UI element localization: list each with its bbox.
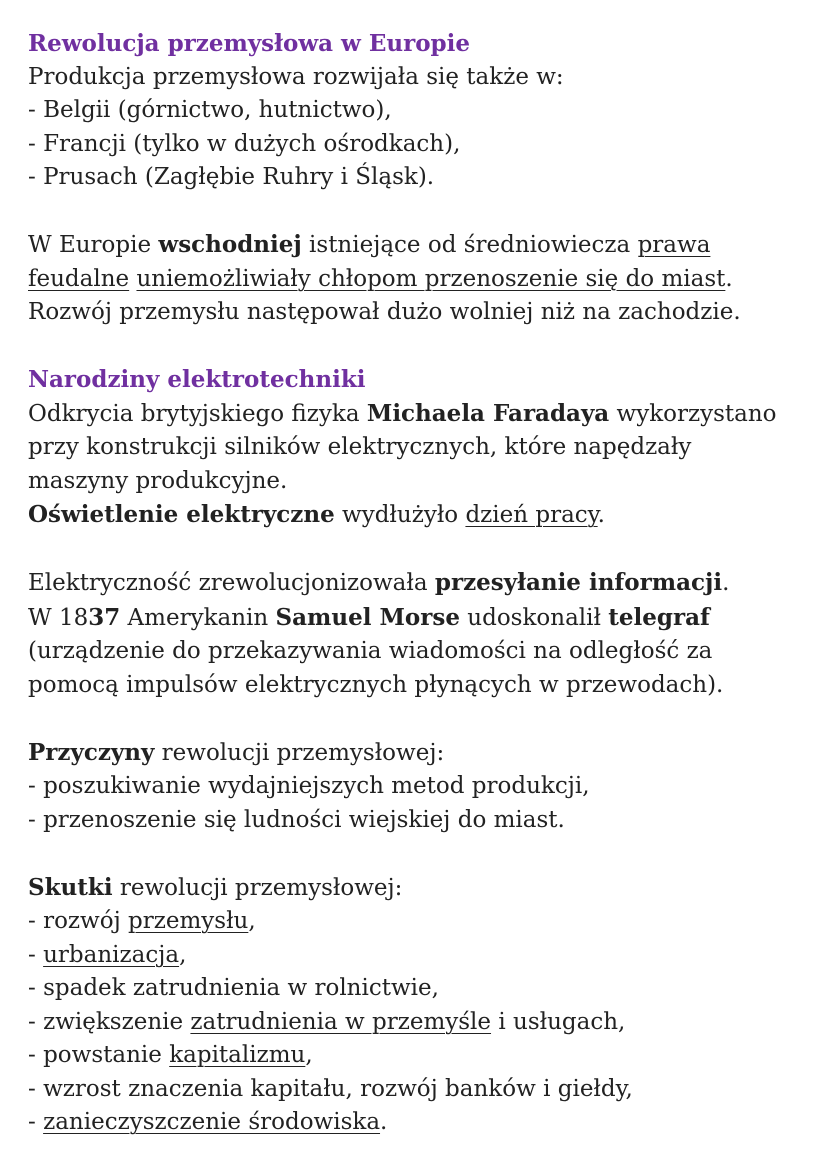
paragraph-line: (urządzenie do przekazywania wiadomości na odległość za [28, 638, 713, 664]
underlined-term: uniemożliwiały chłopom przenoszenie się do miast [136, 265, 726, 292]
list-item: - powstanie kapitalizmu, [28, 1042, 313, 1068]
paragraph-line: W 1837 Amerykanin Samuel Morse udoskonalił telegraf [28, 603, 710, 631]
bold-term: przesyłanie informacji [434, 569, 723, 596]
bold-term: Michaela Faradaya [366, 399, 610, 427]
list-item: - zanieczyszczenie środowiska. [28, 1109, 388, 1135]
heading-electrotechnics: Narodziny elektrotechniki [28, 366, 366, 393]
paragraph-line: feudalne uniemożliwiały chłopom przenoszenie się do miast. [28, 265, 733, 292]
underlined-term: zatrudnienia w przemyśle [190, 1008, 492, 1035]
bold-term: Oświetlenie elektryczne [28, 501, 335, 528]
underlined-term: dzień pracy [465, 502, 598, 528]
underlined-term: przemysłu [128, 908, 249, 934]
bold-term: Przyczyny [28, 738, 155, 766]
underlined-term: prawa [637, 232, 711, 258]
paragraph-line: Odkrycia brytyjskiego fizyka Michaela Faradaya wykorzystano [28, 399, 777, 427]
paragraph-line: Oświetlenie elektryczne wydłużyło dzień pracy. [28, 501, 605, 528]
bold-term: telegraf [608, 603, 710, 631]
list-item: - wzrost znaczenia kapitału, rozwój banków i giełdy, [28, 1075, 633, 1102]
list-item: - Belgii (górnictwo, hutnictwo), [28, 97, 392, 123]
list-item: - rozwój przemysłu, [28, 908, 256, 934]
paragraph-line: W Europie wschodniej istniejące od średniowiecza prawa [28, 231, 711, 258]
underlined-term: kapitalizmu [169, 1042, 306, 1068]
list-item: - poszukiwanie wydajniejszych metod produkcji, [28, 773, 590, 799]
list-item: - zwiększenie zatrudnienia w przemyśle i usługach, [28, 1008, 626, 1035]
underlined-term: urbanizacja [43, 941, 180, 968]
underlined-term: zanieczyszczenie środowiska [43, 1109, 381, 1135]
list-item: - Francji (tylko w dużych ośrodkach), [28, 130, 461, 157]
underlined-term: feudalne [28, 265, 130, 292]
paragraph-line: pomocą impulsów elektrycznych płynących w przewodach). [28, 671, 724, 698]
bold-term: 37 [88, 603, 121, 631]
paragraph-line: Przyczyny rewolucji przemysłowej: [28, 738, 445, 766]
paragraph-line: Elektryczność zrewolucjonizowała przesyłanie informacji. [28, 569, 730, 596]
bold-term: wschodniej [158, 231, 302, 258]
heading-industrial-revolution: Rewolucja przemysłowa w Europie [28, 30, 470, 57]
paragraph-line: Skutki rewolucji przemysłowej: [28, 873, 403, 901]
list-item: - spadek zatrudnienia w rolnictwie, [28, 975, 439, 1001]
bold-term: Samuel Morse [275, 603, 460, 631]
paragraph-line: maszyny produkcyjne. [28, 467, 288, 494]
list-item: - urbanizacja, [28, 941, 187, 968]
paragraph-line: Rozwój przemysłu następował dużo wolniej niż na zachodzie. [28, 299, 741, 325]
paragraph-line: przy konstrukcji silników elektrycznych, które napędzały [28, 434, 692, 460]
bold-term: Skutki [28, 873, 113, 901]
list-item: - przenoszenie się ludności wiejskiej do miast. [28, 806, 565, 833]
paragraph-line: Produkcja przemysłowa rozwijała się także w: [28, 63, 564, 90]
list-item: - Prusach (Zagłębie Ruhry i Śląsk). [28, 164, 435, 190]
